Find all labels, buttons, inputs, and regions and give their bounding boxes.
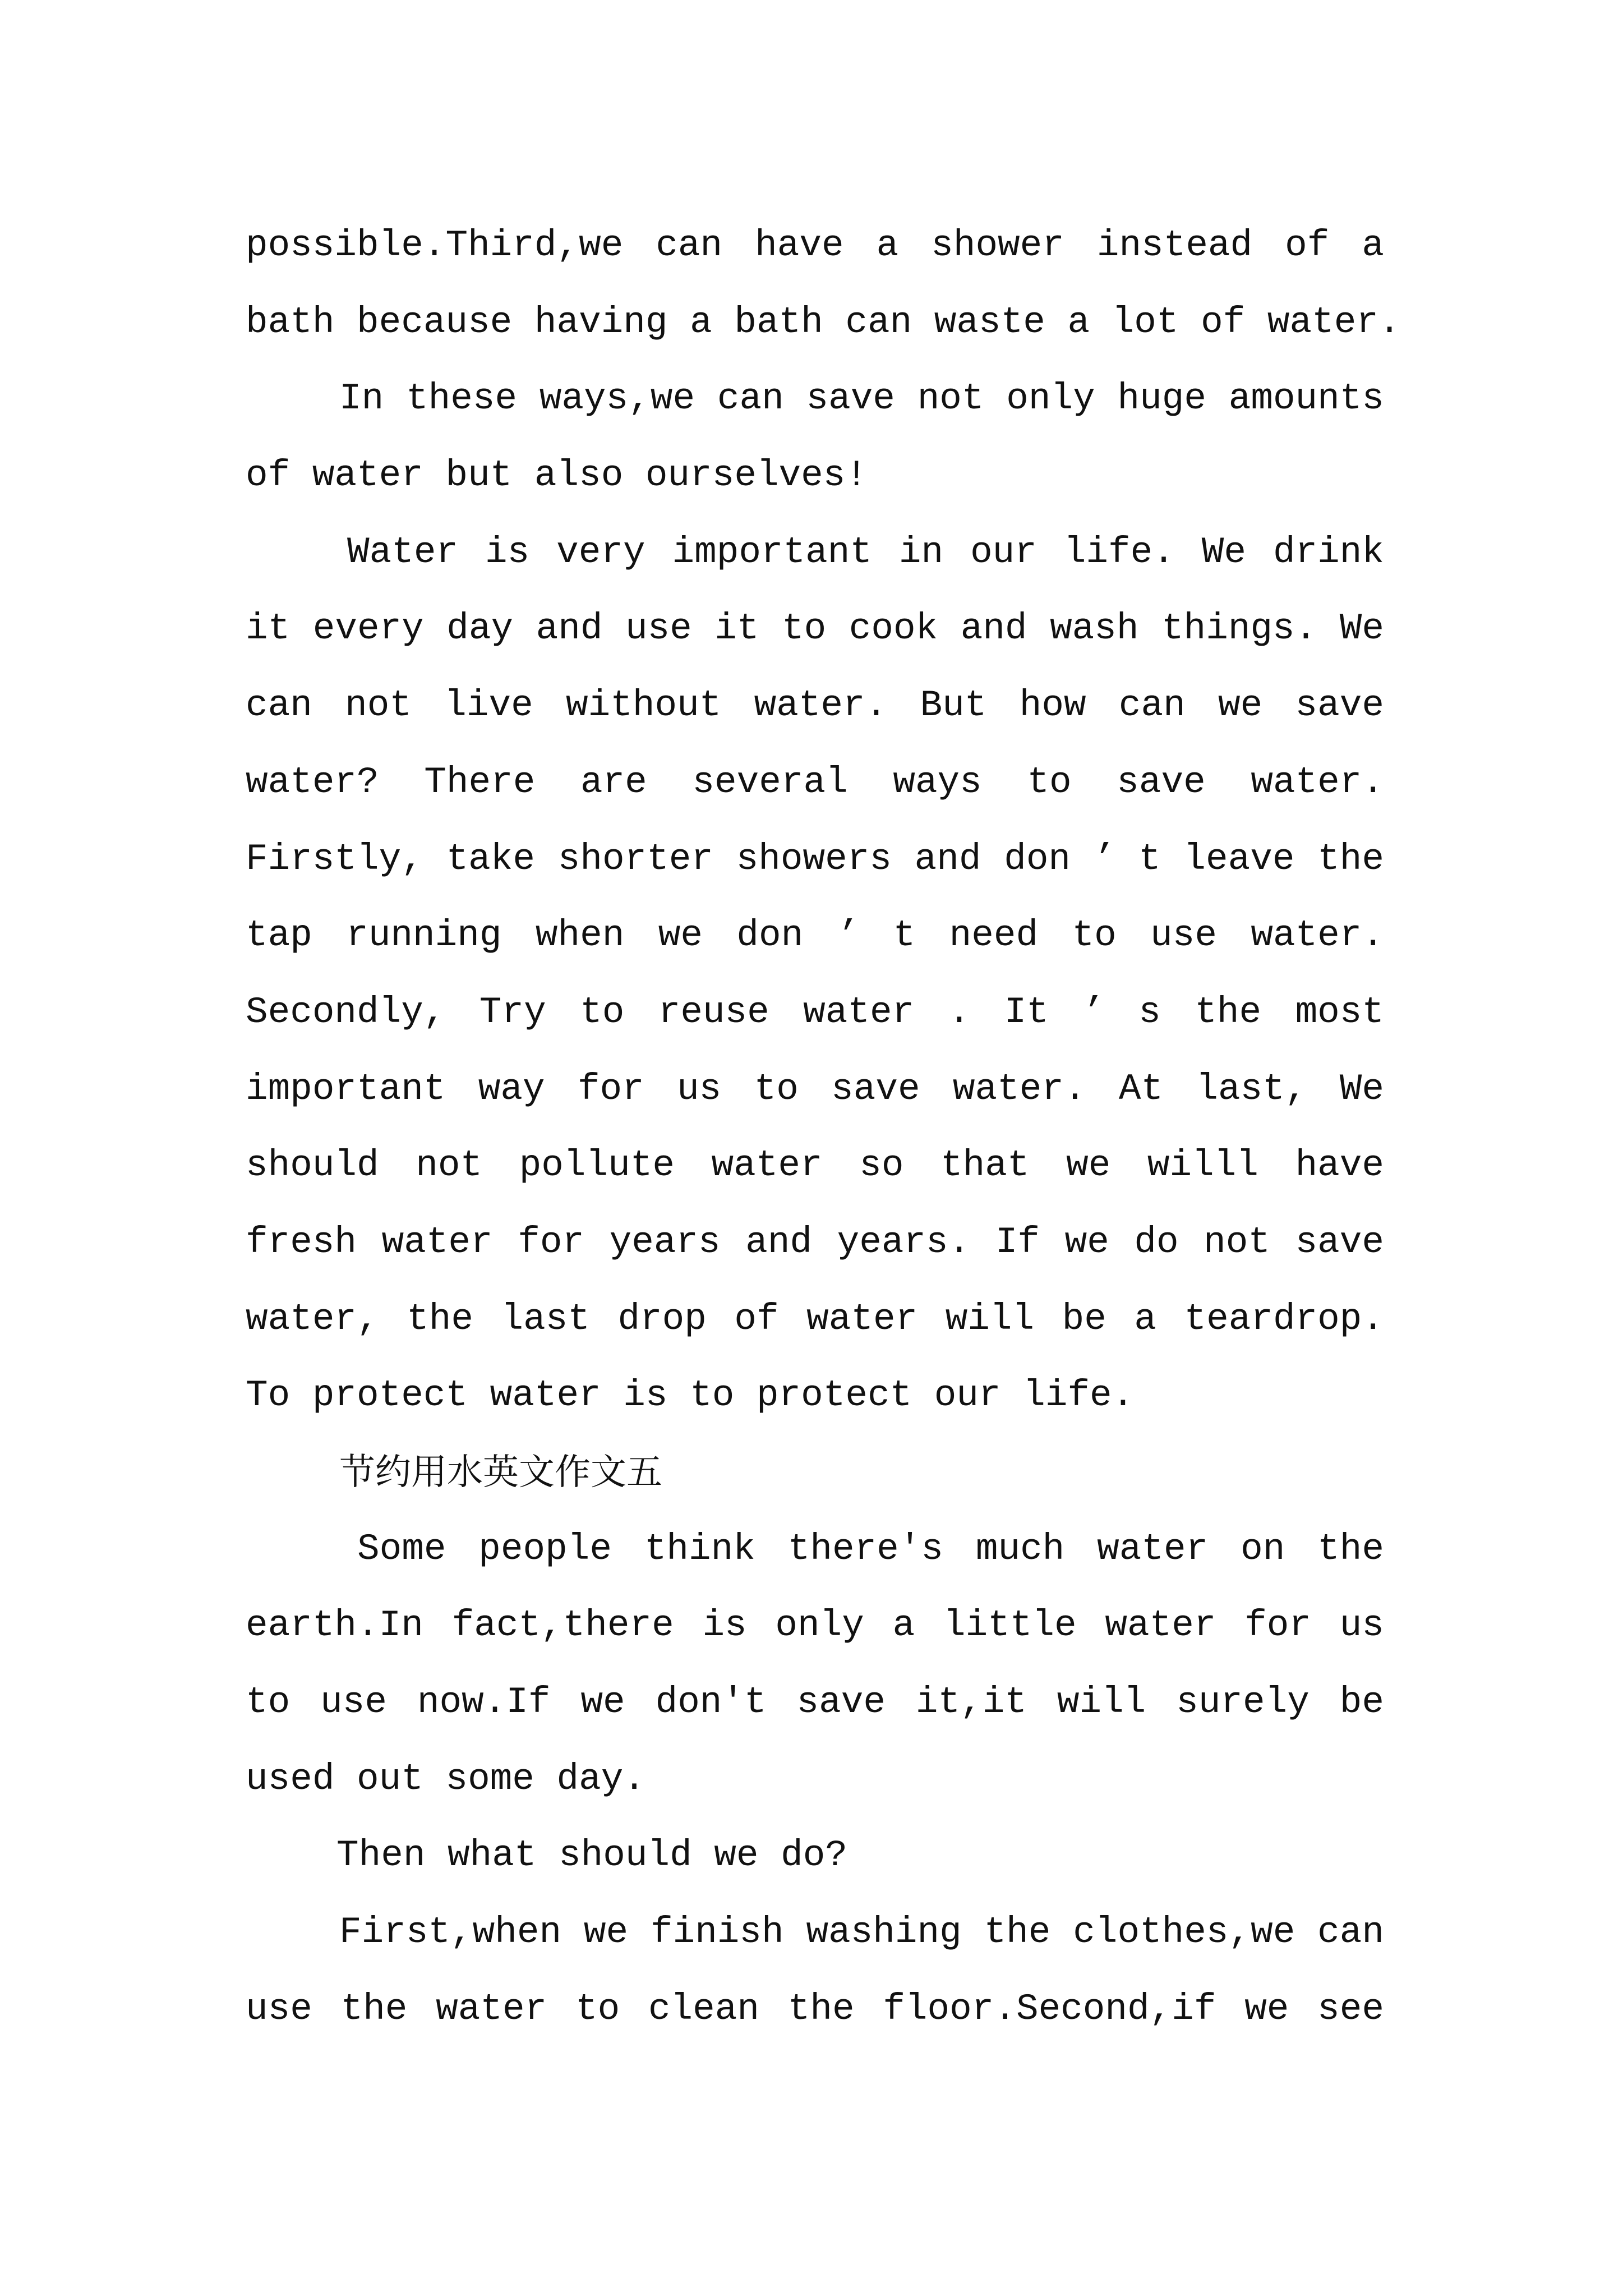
text-line: Water is very important in our life. We drink bbox=[347, 531, 1384, 573]
text-line: Some people think there's much water on the bbox=[357, 1527, 1384, 1570]
text-line: earth.In fact,there is only a little water for us bbox=[246, 1604, 1384, 1647]
text-line: To protect water is to protect our life. bbox=[246, 1374, 1135, 1417]
text-line: In these ways,we can save not only huge amounts bbox=[339, 378, 1384, 420]
text-line: can not live without water. But how can we save bbox=[246, 684, 1384, 727]
text-line: tap running when we don ’ t need to use water. bbox=[246, 914, 1384, 957]
text-line: Then what should we do? bbox=[336, 1834, 847, 1877]
text-line: Secondly, Try to reuse water . It ’ s the most bbox=[246, 991, 1384, 1033]
text-line: First,when we finish washing the clothes,we can bbox=[339, 1911, 1384, 1954]
text-line: of water but also ourselves! bbox=[246, 454, 868, 497]
text-line: water, the last drop of water will be a teardrop. bbox=[246, 1297, 1384, 1340]
text-line: important way for us to save water. At last, We bbox=[246, 1068, 1384, 1110]
text-line: water? There are several ways to save water. bbox=[246, 761, 1384, 803]
text-line: to use now.If we don't save it,it will surely be bbox=[246, 1681, 1384, 1724]
text-line: bath because having a bath can waste a lot of water. bbox=[246, 301, 1401, 343]
text-line: should not pollute water so that we willl have bbox=[246, 1144, 1384, 1187]
document-page bbox=[246, 208, 1401, 2048]
text-line: used out some day. bbox=[246, 1757, 645, 1800]
section-heading: 节约用水英文作文五 bbox=[339, 1452, 662, 1493]
text-line: possible.Third,we can have a shower instead of a bbox=[246, 224, 1384, 266]
text-line: use the water to clean the floor.Second,if we see bbox=[246, 1987, 1384, 2030]
text-line: Firstly, take shorter showers and don ’ t leave the bbox=[246, 838, 1384, 880]
text-line: it every day and use it to cook and wash things. We bbox=[246, 608, 1384, 650]
text-line: fresh water for years and years. If we do not save bbox=[246, 1221, 1384, 1263]
